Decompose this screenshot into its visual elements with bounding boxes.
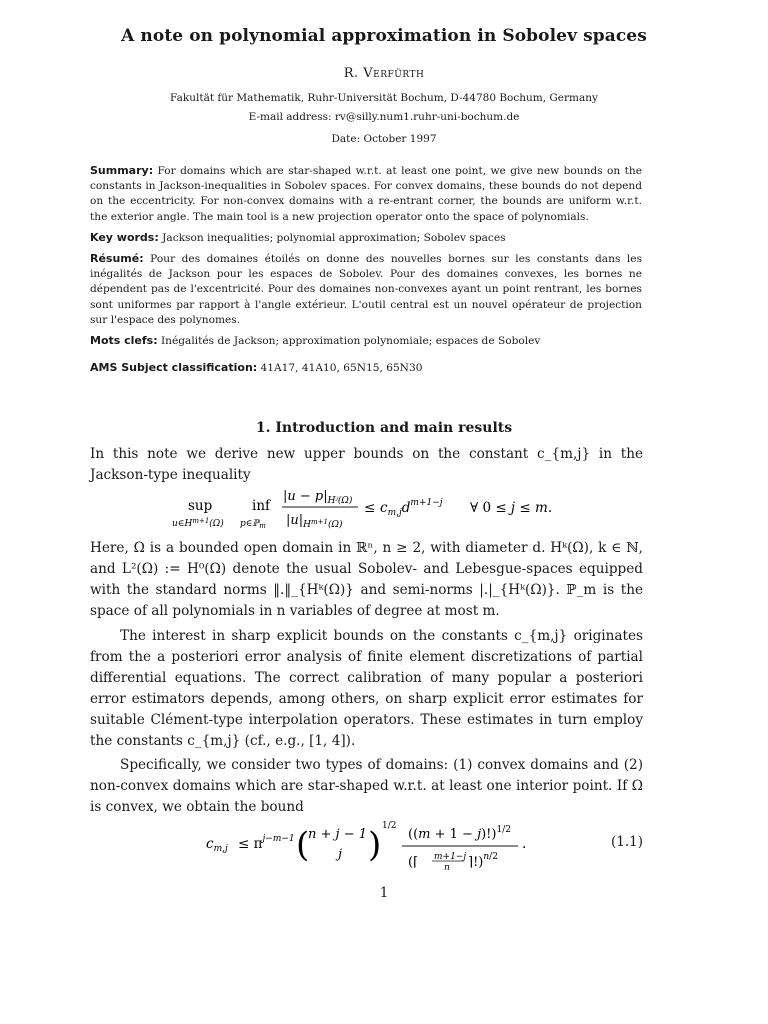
paragraph-text: In this note we derive new upper bounds on the constant c_{m,j} in the Jackson-type inequality [90, 446, 643, 483]
keywords-text: Jackson inequalities; polynomial approximation; Sobolev spaces [162, 232, 506, 244]
svg-text:p∈ℙm: p∈ℙ$_m$ [240, 519, 266, 530]
paragraph-text: Here, Ω is a bounded open domain in ℝⁿ, n ≥ 2, with diameter d. Hᵏ(Ω), k ∈ ℕ, and L²(Ω) := H⁰(Ω) denote the usual Sobolev- and Lebesgue-spaces equipped with the standard norms ‖.‖_{Hᵏ(Ω)} and semi-norms |.|_{Hᵏ(Ω)}. ℙ_m is the space of all polynomials in n variables of degree at most m. [90, 540, 643, 619]
svg-text:cm,jdm+1−j: $c_{m,j}d^{m+1-j}$ [380, 498, 443, 518]
svg-text:⌉!)n/2: ⌉!)$^{n/2}$ [468, 852, 498, 870]
jackson-inequality [90, 486, 643, 534]
svg-text:|u|Hm+1(Ω): $|u|_{H^{m+1}(\Omega)}$ [286, 513, 343, 530]
page-number: 1 [379, 885, 389, 901]
svg-text:m+1−j: m+1−j [434, 852, 467, 862]
author-name: R. Verfürth [343, 66, 425, 81]
paper-title: A note on polynomial approximation in Sobolev spaces [121, 26, 647, 46]
motsclefs-text: Inégalités de Jackson; approximation polynomiale; espaces de Sobolev [161, 335, 541, 347]
svg-text:(: ( [296, 825, 310, 865]
summary-block [90, 163, 642, 225]
motsclefs-label: Mots clefs: [90, 334, 158, 347]
ams-label: AMS Subject classification: [90, 361, 258, 374]
svg-text:∀ 0 ≤ j ≤ m.: ∀ 0 ≤ j ≤ m. [470, 500, 553, 516]
resume-text: Pour des domaines étoilés on donne des nouvelles bornes sur les constants dans les inégalités de Jackson pour les espaces de Sobolev. Pour des domaines convexes, les bornes ne dépendent pas de l'excentricité. Pour des domaines non-convexes ayant un point rentrant, les bornes sont uniformes par rapport à l'angle extérieur. L'outil central est un nouvel opérateur de projection sur l'espace des polynomes. [90, 253, 642, 326]
svg-text:n: n [444, 863, 450, 873]
keywords-block [90, 230, 642, 246]
author-email: E-mail address: rv@silly.num1.ruhr-uni-bochum.de [248, 111, 520, 123]
svg-text:.: . [522, 836, 527, 852]
paragraph-intro [90, 444, 643, 486]
paragraph-definitions [90, 538, 643, 622]
svg-text:(⌈: (⌈ [408, 855, 419, 870]
svg-text:sup: sup [188, 498, 213, 514]
svg-text:1/2: 1/2 [382, 821, 397, 831]
paper-date: Date: October 1997 [331, 133, 437, 145]
svg-text:|u − p|Hʲ(Ω): $|u - p|_{Hʲ(\Omega)}$ [283, 489, 353, 506]
svg-text:((m + 1 − j)!)1/2: $((m + 1 - j)!)^{1/2}$ [408, 825, 511, 842]
keywords-label: Key words: [90, 231, 159, 244]
summary-label: Summary: [90, 164, 154, 177]
paragraph-text: Specifically, we consider two types of domains: (1) convex domains and (2) non-convex domains which are star-shaped w.r.t. at least one interior point. If Ω is convex, we obtain the bound [90, 757, 643, 815]
motsclefs-block [90, 333, 642, 349]
ams-block [90, 360, 642, 376]
paragraph-domains [90, 755, 643, 818]
paragraph-text: The interest in sharp explicit bounds on the constants c_{m,j} originates from the a posteriori error analysis of finite element discretizations of partial differential equations. The correct calibration of many popular a posteriori error estimators depends, among others, on sharp explicit error estimates for suitable Clément-type interpolation operators. These estimates in turn employ the constants c_{m,j} (cf., e.g., [1, 4]). [90, 628, 643, 749]
svg-text:j: j [338, 847, 343, 862]
summary-text: For domains which are star-shaped w.r.t. at least one point, we give new bounds on the constants in Jackson-inequalities in Sobolev spaces. For convex domains, these bounds do not depend on the eccentricity. For non-convex domains with a re-entrant corner, the bounds are uniform w.r.t. the exterior angle. The main tool is a new projection operator onto the space of polynomials. [90, 165, 642, 223]
affiliation: Fakultät für Mathematik, Ruhr-Universität Bochum, D-44780 Bochum, Germany [170, 92, 598, 104]
jackson-inequality-formula [90, 486, 643, 534]
resume-block [90, 251, 642, 328]
section-title: 1. Introduction and main results [255, 420, 513, 436]
svg-text:u∈Hm+1(Ω): $u\in H^{m+1}(\Omega)$ [172, 517, 224, 529]
svg-text:≤ πj−m−1: ≤ $\pi^{j-m-1}$ [238, 834, 295, 852]
equation-number: (1.1) [610, 834, 643, 850]
svg-text:): ) [368, 825, 382, 865]
paragraph-motivation [90, 626, 643, 752]
svg-text:inf: inf [252, 498, 271, 514]
bound-equation-formula [90, 818, 570, 874]
svg-text:≤: ≤ [364, 500, 376, 516]
ams-text: 41A17, 41A10, 65N15, 65N30 [260, 362, 423, 374]
svg-text:n + j − 1: n + j − 1 [308, 827, 367, 842]
svg-text:cm,j: $c_{m,j}$ [206, 836, 228, 854]
bound-equation [90, 818, 643, 874]
resume-label: Résumé: [90, 252, 144, 265]
